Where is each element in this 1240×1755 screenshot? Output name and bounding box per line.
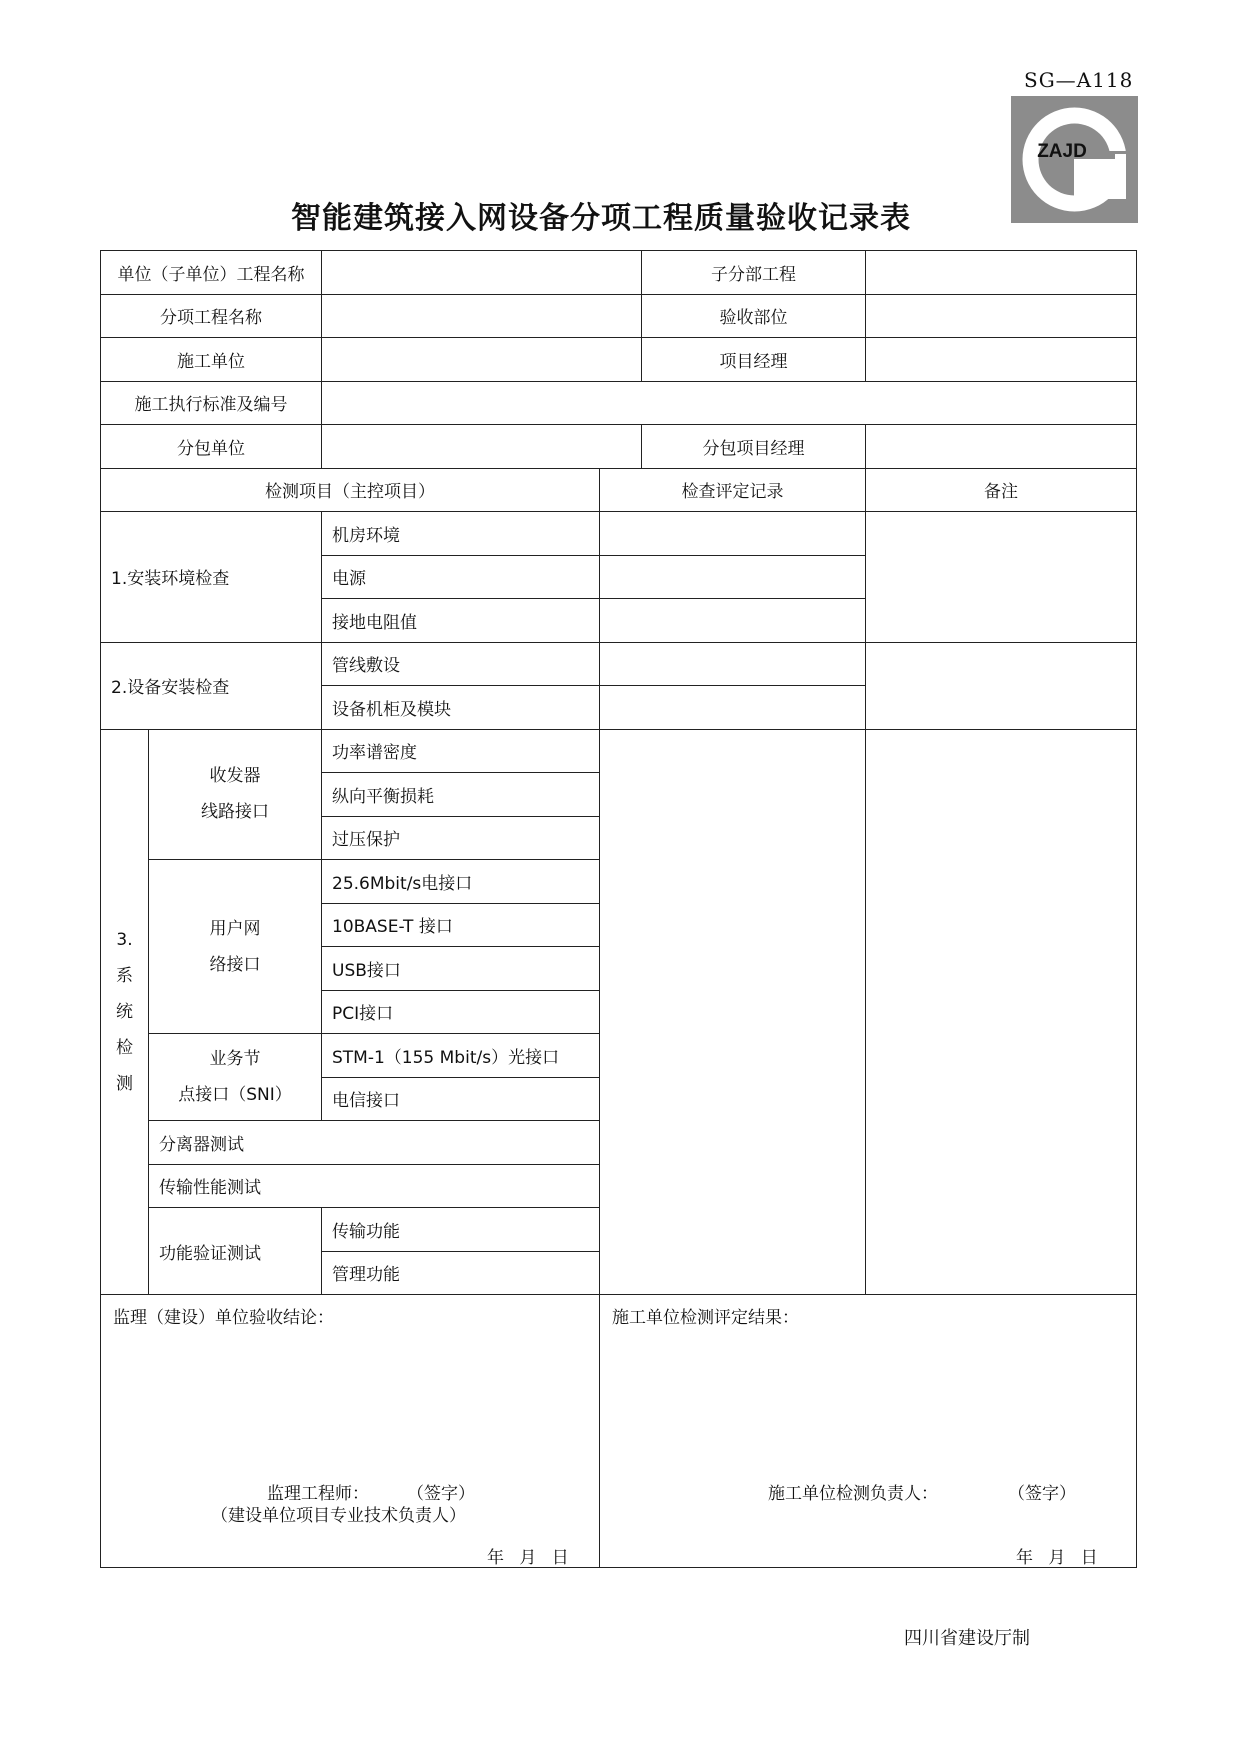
- record-cell[interactable]: [600, 512, 866, 556]
- record-cell[interactable]: [600, 686, 866, 730]
- subcontractor-field[interactable]: [322, 425, 642, 469]
- check-item: 纵向平衡损耗: [322, 773, 600, 817]
- sub-pm-field[interactable]: [866, 425, 1137, 469]
- page-title: 智能建筑接入网设备分项工程质量验收记录表: [291, 201, 911, 236]
- check-item: 管理功能: [322, 1251, 600, 1295]
- contractor-person-label: 施工单位检测负责人：: [768, 1484, 938, 1504]
- check-item: 10BASE-T 接口: [322, 903, 600, 947]
- remark-cell-system[interactable]: [866, 729, 1137, 1295]
- record-cell[interactable]: [600, 642, 866, 686]
- project-manager-field[interactable]: [866, 338, 1137, 382]
- sub-pm-label: 分包项目经理: [642, 425, 866, 469]
- issuer-footer: 四川省建设厅制: [904, 1628, 1030, 1649]
- subcontractor-label: 分包单位: [101, 425, 322, 469]
- record-cell[interactable]: [600, 599, 866, 643]
- record-cell[interactable]: [600, 555, 866, 599]
- sni-interface-label: 业务节 点接口（SNI）: [149, 1034, 322, 1121]
- supervisor-date: 年 月 日: [487, 1548, 569, 1568]
- check-item: 传输功能: [322, 1208, 600, 1252]
- check-item: 25.6Mbit/s电接口: [322, 860, 600, 904]
- group3-label: 3. 系 统 检 测: [101, 729, 149, 1295]
- check-item: USB接口: [322, 947, 600, 991]
- acceptance-part-field[interactable]: [866, 294, 1137, 338]
- construction-unit-label: 施工单位: [101, 338, 322, 382]
- function-verification-label: 功能验证测试: [149, 1208, 322, 1295]
- standard-label: 施工执行标准及编号: [101, 381, 322, 425]
- supervisor-engineer-label: 监理工程师：: [267, 1484, 369, 1504]
- column-header-remark: 备注: [866, 468, 1137, 512]
- check-item: 机房环境: [322, 512, 600, 556]
- svg-text:ZAJD: ZAJD: [1037, 141, 1087, 162]
- unit-project-label: 单位（子单位）工程名称: [101, 251, 322, 295]
- unit-project-field[interactable]: [322, 251, 642, 295]
- transceiver-interface-label: 收发器 线路接口: [149, 729, 322, 860]
- construction-unit-field[interactable]: [322, 338, 642, 382]
- column-header-record: 检查评定记录: [600, 468, 866, 512]
- check-item: 过压保护: [322, 816, 600, 860]
- record-cell-system[interactable]: [600, 729, 866, 1295]
- check-item: 接地电阻值: [322, 599, 600, 643]
- supervisor-note: （建设单位项目专业技术负责人）: [211, 1506, 466, 1526]
- supervisor-conclusion-section[interactable]: [101, 1295, 600, 1568]
- check-item: 设备机柜及模块: [322, 686, 600, 730]
- check-item: 功率谱密度: [322, 729, 600, 773]
- form-code: SG—A118: [1024, 68, 1134, 92]
- contractor-result-section[interactable]: [600, 1295, 1137, 1568]
- quality-acceptance-table: [100, 250, 1137, 1568]
- check-item: 电信接口: [322, 1077, 600, 1121]
- check-item: PCI接口: [322, 990, 600, 1034]
- supervisor-signature-label: （签字）: [407, 1484, 475, 1504]
- column-header-item: 检测项目（主控项目）: [101, 468, 600, 512]
- contractor-signature-label: （签字）: [1008, 1484, 1076, 1504]
- sub-item-field[interactable]: [322, 294, 642, 338]
- project-manager-label: 项目经理: [642, 338, 866, 382]
- group1-label: 1.安装环境检查: [101, 512, 322, 643]
- sub-division-label: 子分部工程: [642, 251, 866, 295]
- transmission-performance-test: 传输性能测试: [149, 1164, 600, 1208]
- contractor-result-label: 施工单位检测评定结果：: [612, 1308, 799, 1328]
- user-network-interface-label: 用户网 络接口: [149, 860, 322, 1034]
- group2-label: 2.设备安装检查: [101, 642, 322, 729]
- remark-cell[interactable]: [866, 512, 1137, 643]
- sub-division-field[interactable]: [866, 251, 1137, 295]
- check-item: 管线敷设: [322, 642, 600, 686]
- contractor-date: 年 月 日: [1016, 1548, 1098, 1568]
- supervisor-conclusion-label: 监理（建设）单位验收结论：: [113, 1308, 334, 1328]
- acceptance-part-label: 验收部位: [642, 294, 866, 338]
- sub-item-label: 分项工程名称: [101, 294, 322, 338]
- splitter-test: 分离器测试: [149, 1121, 600, 1165]
- remark-cell[interactable]: [866, 642, 1137, 729]
- check-item: 电源: [322, 555, 600, 599]
- check-item: STM-1（155 Mbit/s）光接口: [322, 1034, 600, 1078]
- standard-field[interactable]: [322, 381, 1137, 425]
